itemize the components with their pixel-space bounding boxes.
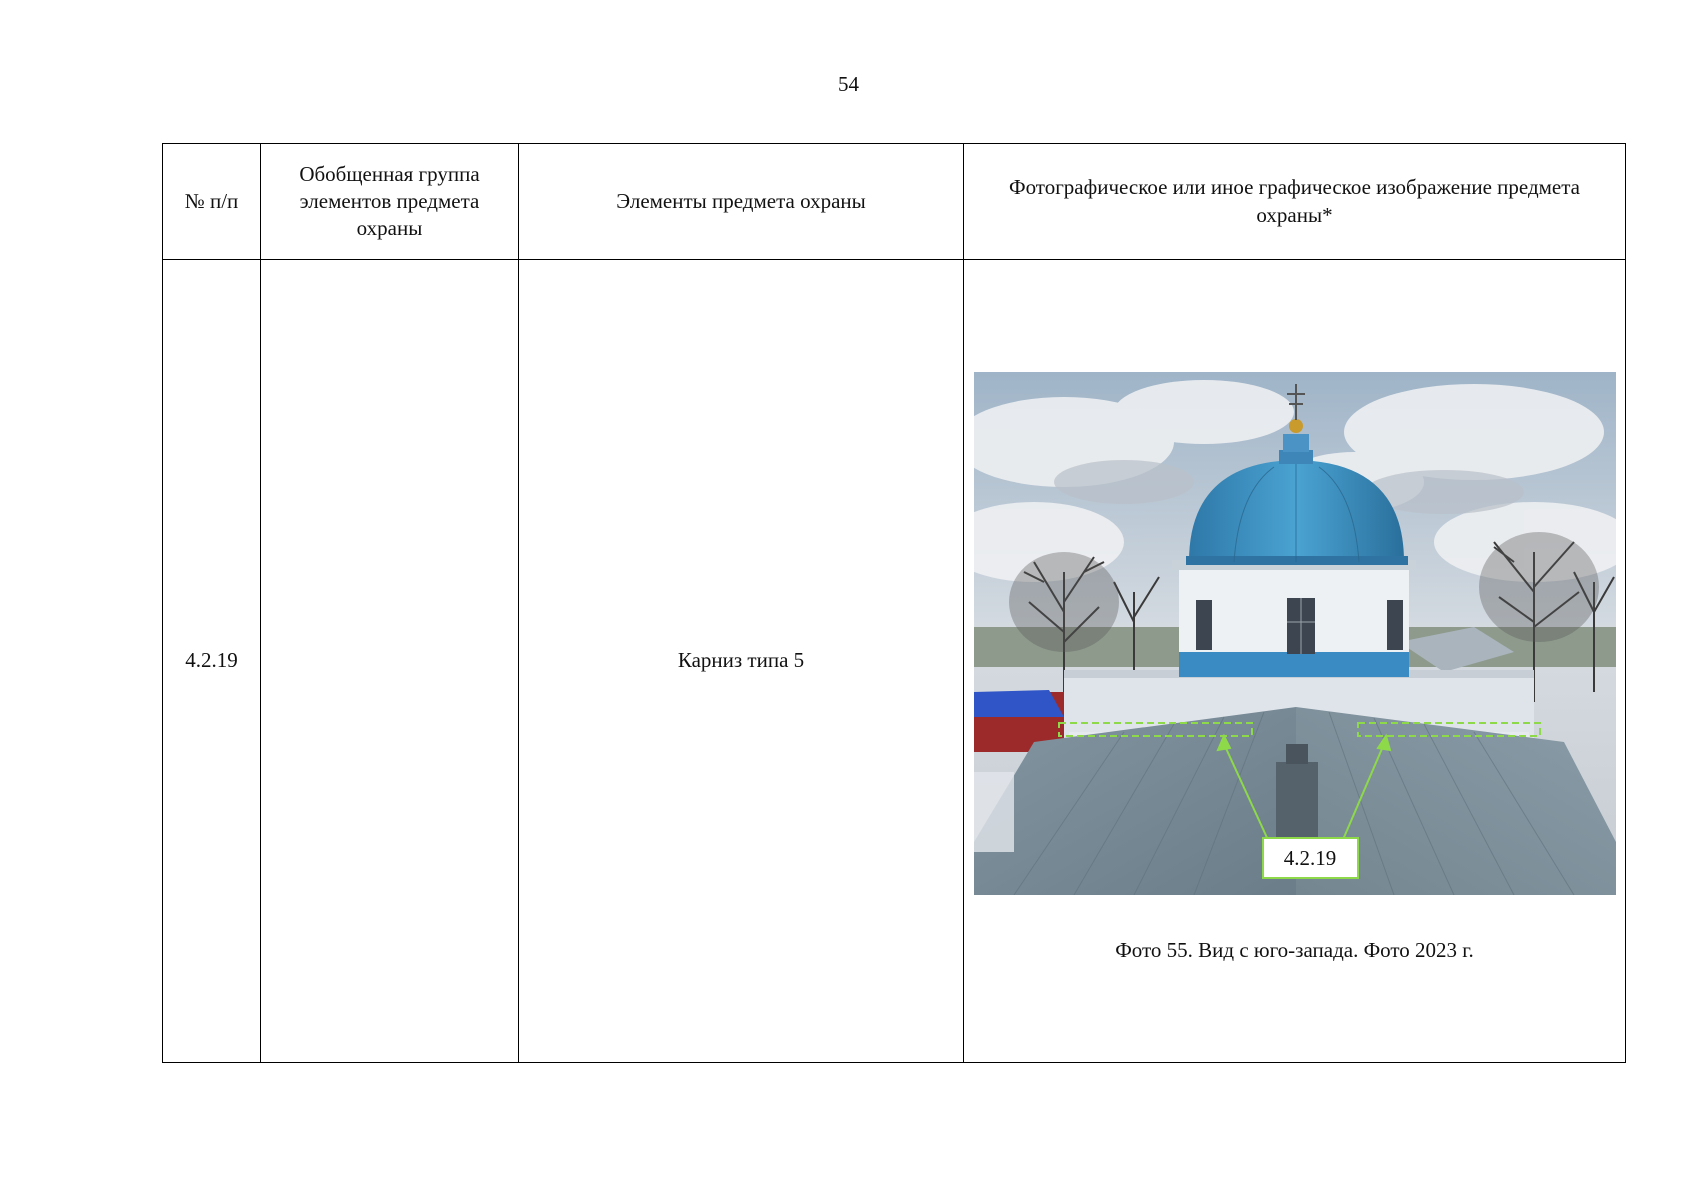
header-num: № п/п <box>163 144 261 260</box>
row-number: 4.2.19 <box>163 260 261 1063</box>
header-image: Фотографическое или иное графическое изображение предмета охраны* <box>964 144 1626 260</box>
header-group: Обобщенная группа элементов предмета охраны <box>261 144 519 260</box>
page-number: 54 <box>838 72 859 96</box>
header-elements: Элементы предмета охраны <box>519 144 964 260</box>
church-photo <box>974 372 1616 895</box>
row-photo-cell <box>964 260 1626 1063</box>
row-group <box>261 260 519 1063</box>
table-row <box>163 260 1626 1063</box>
photo-label: 4.2.19 <box>1283 846 1337 870</box>
row-element: Карниз типа 5 <box>519 260 964 1063</box>
protection-table <box>162 143 1626 1063</box>
table-header-row <box>163 144 1626 260</box>
photo-caption: Фото 55. Вид с юго-запада. Фото 2023 г. <box>1115 938 1474 962</box>
church-photo-image <box>974 372 1616 895</box>
